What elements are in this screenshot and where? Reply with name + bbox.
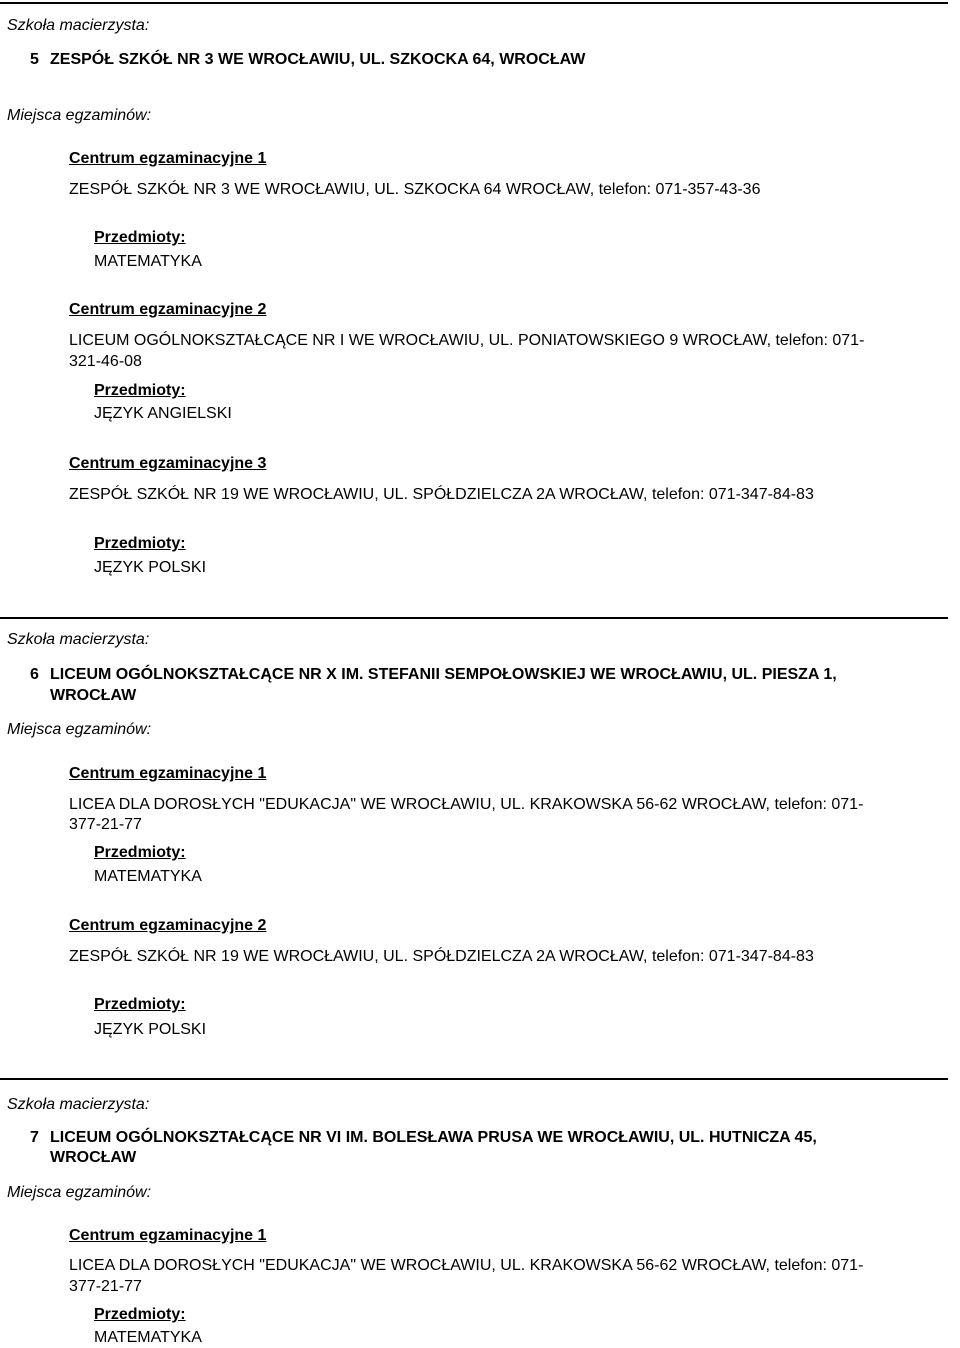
section-divider: [0, 2, 948, 4]
section-divider: [0, 1078, 948, 1080]
exam-center-address: LICEUM OGÓLNOKSZTAŁCĄCE NR I WE WROCŁAWIU, UL. PONIATOWSKIEGO 9 WROCŁAW, telefon: 071-: [69, 332, 865, 349]
exam-center-title: Centrum egzaminacyjne 1: [69, 765, 267, 782]
subject-value: MATEMATYKA: [94, 1329, 202, 1346]
school-name: ZESPÓŁ SZKÓŁ NR 3 WE WROCŁAWIU, UL. SZKOCKA 64, WROCŁAW: [50, 51, 586, 68]
exam-places-label: Miejsca egzaminów:: [7, 107, 152, 124]
school-name: LICEUM OGÓLNOKSZTAŁCĄCE NR X IM. STEFANII SEMPOŁOWSKIEJ WE WROCŁAWIU, UL. PIESZA 1,: [50, 666, 837, 683]
exam-center-title: Centrum egzaminacyjne 1: [69, 1227, 267, 1244]
exam-center-title: Centrum egzaminacyjne 3: [69, 455, 267, 472]
parent-school-label: Szkoła macierzysta:: [7, 631, 150, 648]
section-divider: [0, 617, 948, 619]
subjects-label: Przedmioty:: [94, 229, 186, 246]
school-number: 7: [30, 1129, 39, 1146]
exam-center-address: LICEA DLA DOROSŁYCH "EDUKACJA" WE WROCŁAWIU, UL. KRAKOWSKA 56-62 WROCŁAW, telefon: 071-: [69, 796, 864, 813]
parent-school-label: Szkoła macierzysta:: [7, 17, 150, 34]
exam-center-address: LICEA DLA DOROSŁYCH "EDUKACJA" WE WROCŁAWIU, UL. KRAKOWSKA 56-62 WROCŁAW, telefon: 071-: [69, 1257, 864, 1274]
subject-value: JĘZYK POLSKI: [94, 1021, 207, 1038]
subjects-label: Przedmioty:: [94, 382, 186, 399]
subjects-label: Przedmioty:: [94, 996, 186, 1013]
subject-value: JĘZYK ANGIELSKI: [94, 405, 232, 422]
exam-center-title: Centrum egzaminacyjne 2: [69, 917, 267, 934]
school-name-cont: WROCŁAW: [50, 1149, 137, 1166]
parent-school-label: Szkoła macierzysta:: [7, 1096, 150, 1113]
exam-center-address-cont: 321-46-08: [69, 353, 142, 370]
subject-value: MATEMATYKA: [94, 253, 202, 270]
exam-center-title: Centrum egzaminacyjne 1: [69, 150, 267, 167]
exam-places-label: Miejsca egzaminów:: [7, 1184, 152, 1201]
exam-center-address-cont: 377-21-77: [69, 1278, 142, 1295]
subjects-label: Przedmioty:: [94, 1306, 186, 1323]
exam-center-address: ZESPÓŁ SZKÓŁ NR 19 WE WROCŁAWIU, UL. SPÓŁDZIELCZA 2A WROCŁAW, telefon: 071-347-84-83: [69, 486, 814, 503]
exam-places-label: Miejsca egzaminów:: [7, 721, 152, 738]
school-number: 5: [30, 51, 39, 68]
subjects-label: Przedmioty:: [94, 535, 186, 552]
exam-center-address: ZESPÓŁ SZKÓŁ NR 19 WE WROCŁAWIU, UL. SPÓŁDZIELCZA 2A WROCŁAW, telefon: 071-347-84-83: [69, 948, 814, 965]
exam-center-title: Centrum egzaminacyjne 2: [69, 301, 267, 318]
subject-value: MATEMATYKA: [94, 868, 202, 885]
school-name: LICEUM OGÓLNOKSZTAŁCĄCE NR VI IM. BOLESŁAWA PRUSA WE WROCŁAWIU, UL. HUTNICZA 45,: [50, 1129, 817, 1146]
subject-value: JĘZYK POLSKI: [94, 559, 207, 576]
exam-center-address: ZESPÓŁ SZKÓŁ NR 3 WE WROCŁAWIU, UL. SZKOCKA 64 WROCŁAW, telefon: 071-357-43-36: [69, 181, 761, 198]
school-name-cont: WROCŁAW: [50, 687, 137, 704]
exam-center-address-cont: 377-21-77: [69, 816, 142, 833]
school-number: 6: [30, 666, 39, 683]
subjects-label: Przedmioty:: [94, 844, 186, 861]
